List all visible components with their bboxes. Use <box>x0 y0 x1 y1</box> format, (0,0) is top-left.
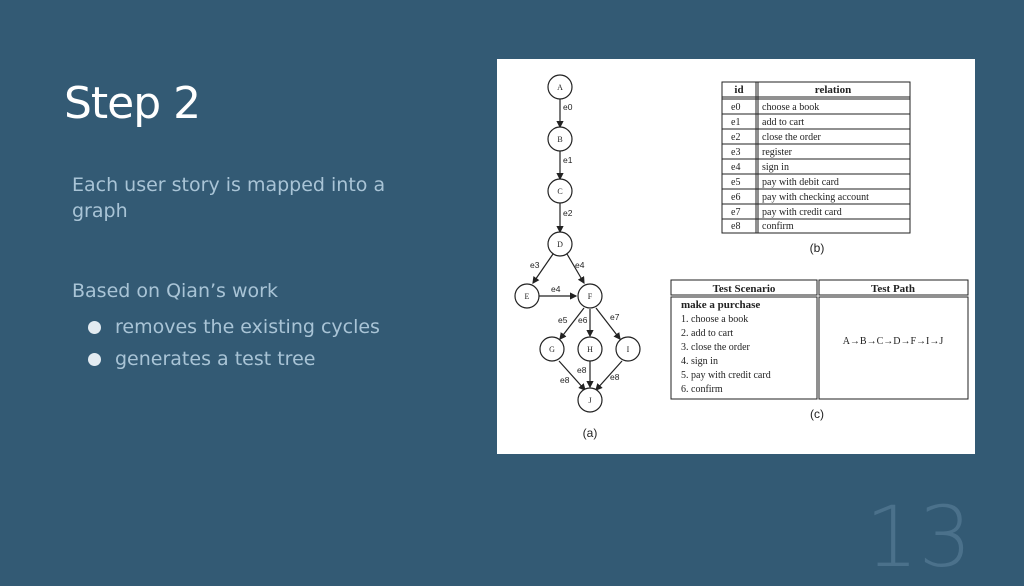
caption-b: (b) <box>809 241 825 255</box>
based-on-text: Based on Qian’s work <box>72 280 278 302</box>
table-cell: pay with credit card <box>762 207 842 218</box>
node-label: H <box>587 345 593 354</box>
table-header: Test Scenario <box>712 283 776 295</box>
edge-label: e2 <box>563 208 573 218</box>
relations-table <box>722 82 910 255</box>
table-cell: e3 <box>731 147 741 158</box>
table-cell: e8 <box>731 221 741 232</box>
table-cell: add to cart <box>762 117 805 128</box>
edge-label: e5 <box>558 315 568 325</box>
bullet-item <box>88 343 380 375</box>
node-label: F <box>587 292 593 301</box>
node-label: A <box>557 83 563 92</box>
table-header: Test Path <box>871 283 915 295</box>
bullet-dot-icon <box>88 321 101 334</box>
table-cell: sign in <box>762 162 789 173</box>
table-cell: confirm <box>762 221 794 232</box>
bullet-item <box>88 311 380 343</box>
node-label: G <box>549 345 555 354</box>
node-label: J <box>588 396 592 405</box>
edge-label: e8 <box>577 365 587 375</box>
bullet-text: removes the existing cycles <box>115 316 380 338</box>
intro-text: Each user story is mapped into a graph <box>72 174 386 222</box>
table-cell: e5 <box>731 177 741 188</box>
scenario-step: 3. close the order <box>681 342 750 353</box>
scenario-step: 5. pay with credit card <box>681 370 771 381</box>
table-header: id <box>734 84 744 96</box>
scenario-table <box>671 280 968 421</box>
node-label: D <box>557 240 563 249</box>
edge-label: e8 <box>610 372 620 382</box>
table-cell: register <box>762 147 792 158</box>
figure-svg <box>497 59 975 454</box>
slide-number: 13 <box>865 488 972 586</box>
scenario-title: make a purchase <box>681 299 761 311</box>
caption-c: (c) <box>810 407 824 421</box>
edge-label: e1 <box>563 155 573 165</box>
table-cell: e6 <box>731 192 741 203</box>
edge-label: e7 <box>610 312 620 322</box>
table-cell: e1 <box>731 117 741 128</box>
edge-label: e4 <box>575 260 585 270</box>
scenario-step: 4. sign in <box>681 356 718 367</box>
table-cell: pay with debit card <box>762 177 839 188</box>
node-label: E <box>524 292 530 301</box>
node-label: C <box>557 187 563 196</box>
table-cell: choose a book <box>762 102 820 113</box>
edge-label: e6 <box>578 315 588 325</box>
table-cell: e7 <box>731 207 741 218</box>
scenario-step: 6. confirm <box>681 384 723 395</box>
figure-image <box>497 59 975 454</box>
bullet-dot-icon <box>88 353 101 366</box>
edge-label: e8 <box>560 375 570 385</box>
table-cell: close the order <box>762 132 821 143</box>
table-cell: e4 <box>731 162 741 173</box>
scenario-step: 2. add to cart <box>681 328 734 339</box>
table-cell: e2 <box>731 132 741 143</box>
graph-a <box>515 75 640 412</box>
edge-label: e0 <box>563 102 573 112</box>
edge-label: e3 <box>530 260 540 270</box>
edge-label: e4 <box>551 284 561 294</box>
caption-a: (a) <box>582 426 598 440</box>
slide-title: Step 2 <box>64 78 201 129</box>
bullet-list <box>88 311 380 375</box>
scenario-step: 1. choose a book <box>681 314 749 325</box>
table-cell: e0 <box>731 102 741 113</box>
node-label: I <box>626 345 630 354</box>
node-label: B <box>557 135 563 144</box>
table-header: relation <box>814 84 852 96</box>
table-cell: pay with checking account <box>762 192 869 203</box>
bullet-text: generates a test tree <box>115 348 316 370</box>
test-path: A→B→C→D→F→I→J <box>842 336 944 347</box>
